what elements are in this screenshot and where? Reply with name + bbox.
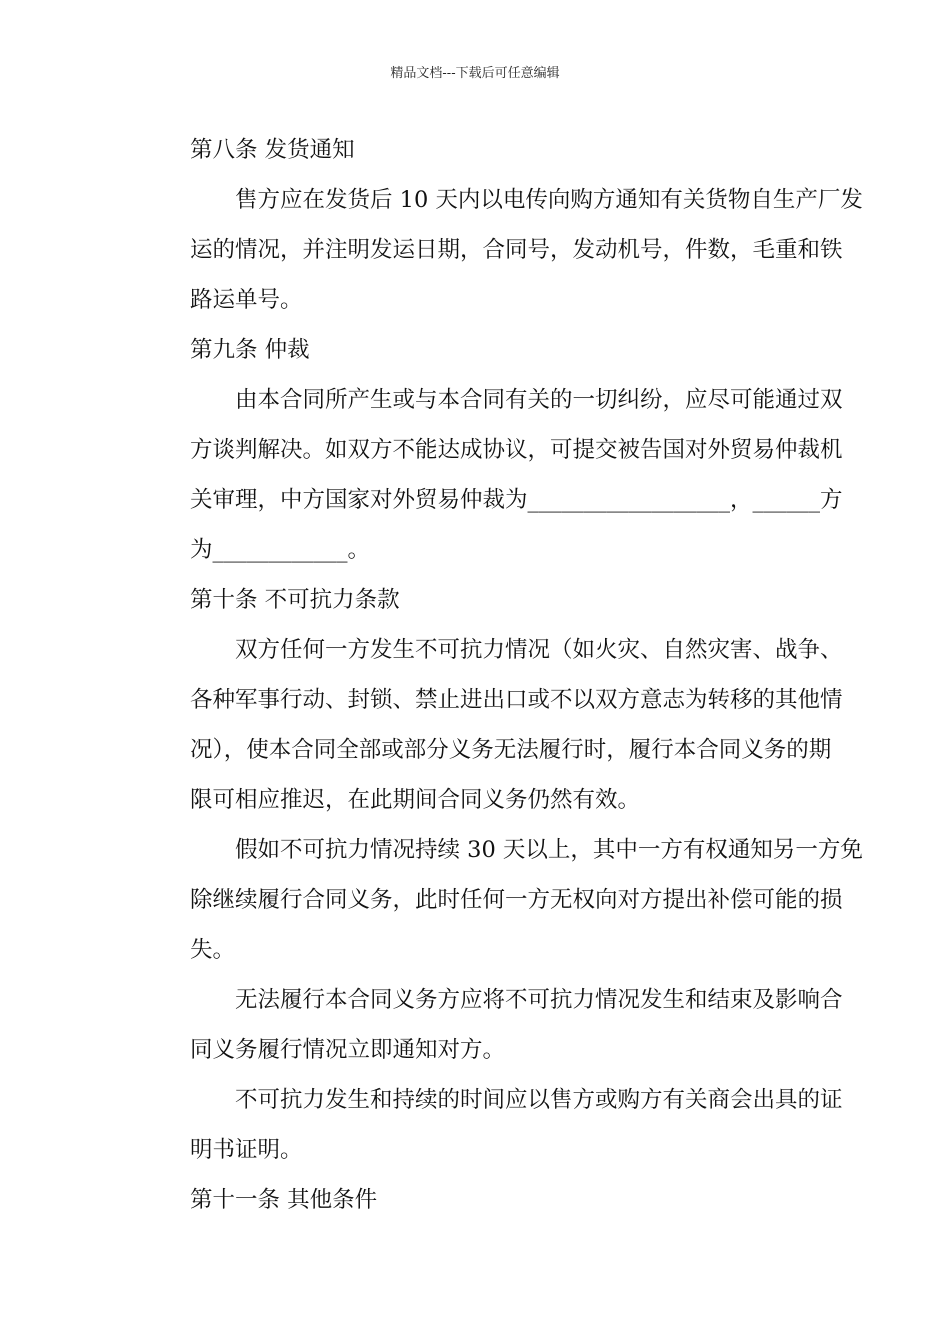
paragraph-line: 限可相应推迟，在此期间合同义务仍然有效。 <box>190 787 641 813</box>
paragraph-line: 况），使本合同全部或部分义务无法履行时，履行本合同义务的期 <box>190 737 832 763</box>
paragraph-line: 关审理，中方国家对外贸易仲裁为__________________，______方 <box>190 487 843 513</box>
paragraph <box>145 625 843 825</box>
section-heading-11: 第十一条 其他条件 <box>190 1187 378 1213</box>
paragraph <box>145 175 863 325</box>
paragraph-line: 各种军事行动、封锁、禁止进出口或不以双方意志为转移的其他情 <box>190 687 843 713</box>
paragraph-line: 售方应在发货后 10 天内以电传向购方通知有关货物自生产厂发 <box>235 187 863 213</box>
paragraph <box>145 825 863 975</box>
paragraph-line: 除继续履行合同义务，此时任何一方无权向对方提出补偿可能的损 <box>190 887 843 913</box>
section-heading-9: 第九条 仲裁 <box>190 337 310 363</box>
paragraph-line: 为____________。 <box>190 537 371 563</box>
paragraph-line: 无法履行本合同义务方应将不可抗力情况发生和结束及影响合 <box>235 987 843 1013</box>
paragraph-line: 双方任何一方发生不可抗力情况（如火灾、自然灾害、战争、 <box>235 637 843 663</box>
section-heading-8: 第八条 发货通知 <box>190 137 355 163</box>
paragraph-line: 明书证明。 <box>190 1137 303 1163</box>
page-header: 精品文档---下载后可任意编辑 <box>390 66 560 81</box>
paragraph <box>145 975 843 1075</box>
section-heading-10: 第十条 不可抗力条款 <box>190 587 400 613</box>
paragraph-line: 方谈判解决。如双方不能达成协议，可提交被告国对外贸易仲裁机 <box>190 437 843 463</box>
paragraph-line: 假如不可抗力情况持续 30 天以上，其中一方有权通知另一方免 <box>235 837 863 863</box>
paragraph-line: 运的情况，并注明发运日期，合同号，发动机号，件数，毛重和铁 <box>190 237 843 263</box>
paragraph <box>145 1075 843 1175</box>
document-body <box>145 125 863 1225</box>
paragraph-line: 同义务履行情况立即通知对方。 <box>190 1037 506 1063</box>
paragraph-line: 失。 <box>190 937 236 963</box>
paragraph <box>145 375 843 575</box>
paragraph-line: 路运单号。 <box>190 287 303 313</box>
paragraph-line: 由本合同所产生或与本合同有关的一切纠纷，应尽可能通过双 <box>235 387 843 413</box>
paragraph-line: 不可抗力发生和持续的时间应以售方或购方有关商会出具的证 <box>235 1087 843 1113</box>
